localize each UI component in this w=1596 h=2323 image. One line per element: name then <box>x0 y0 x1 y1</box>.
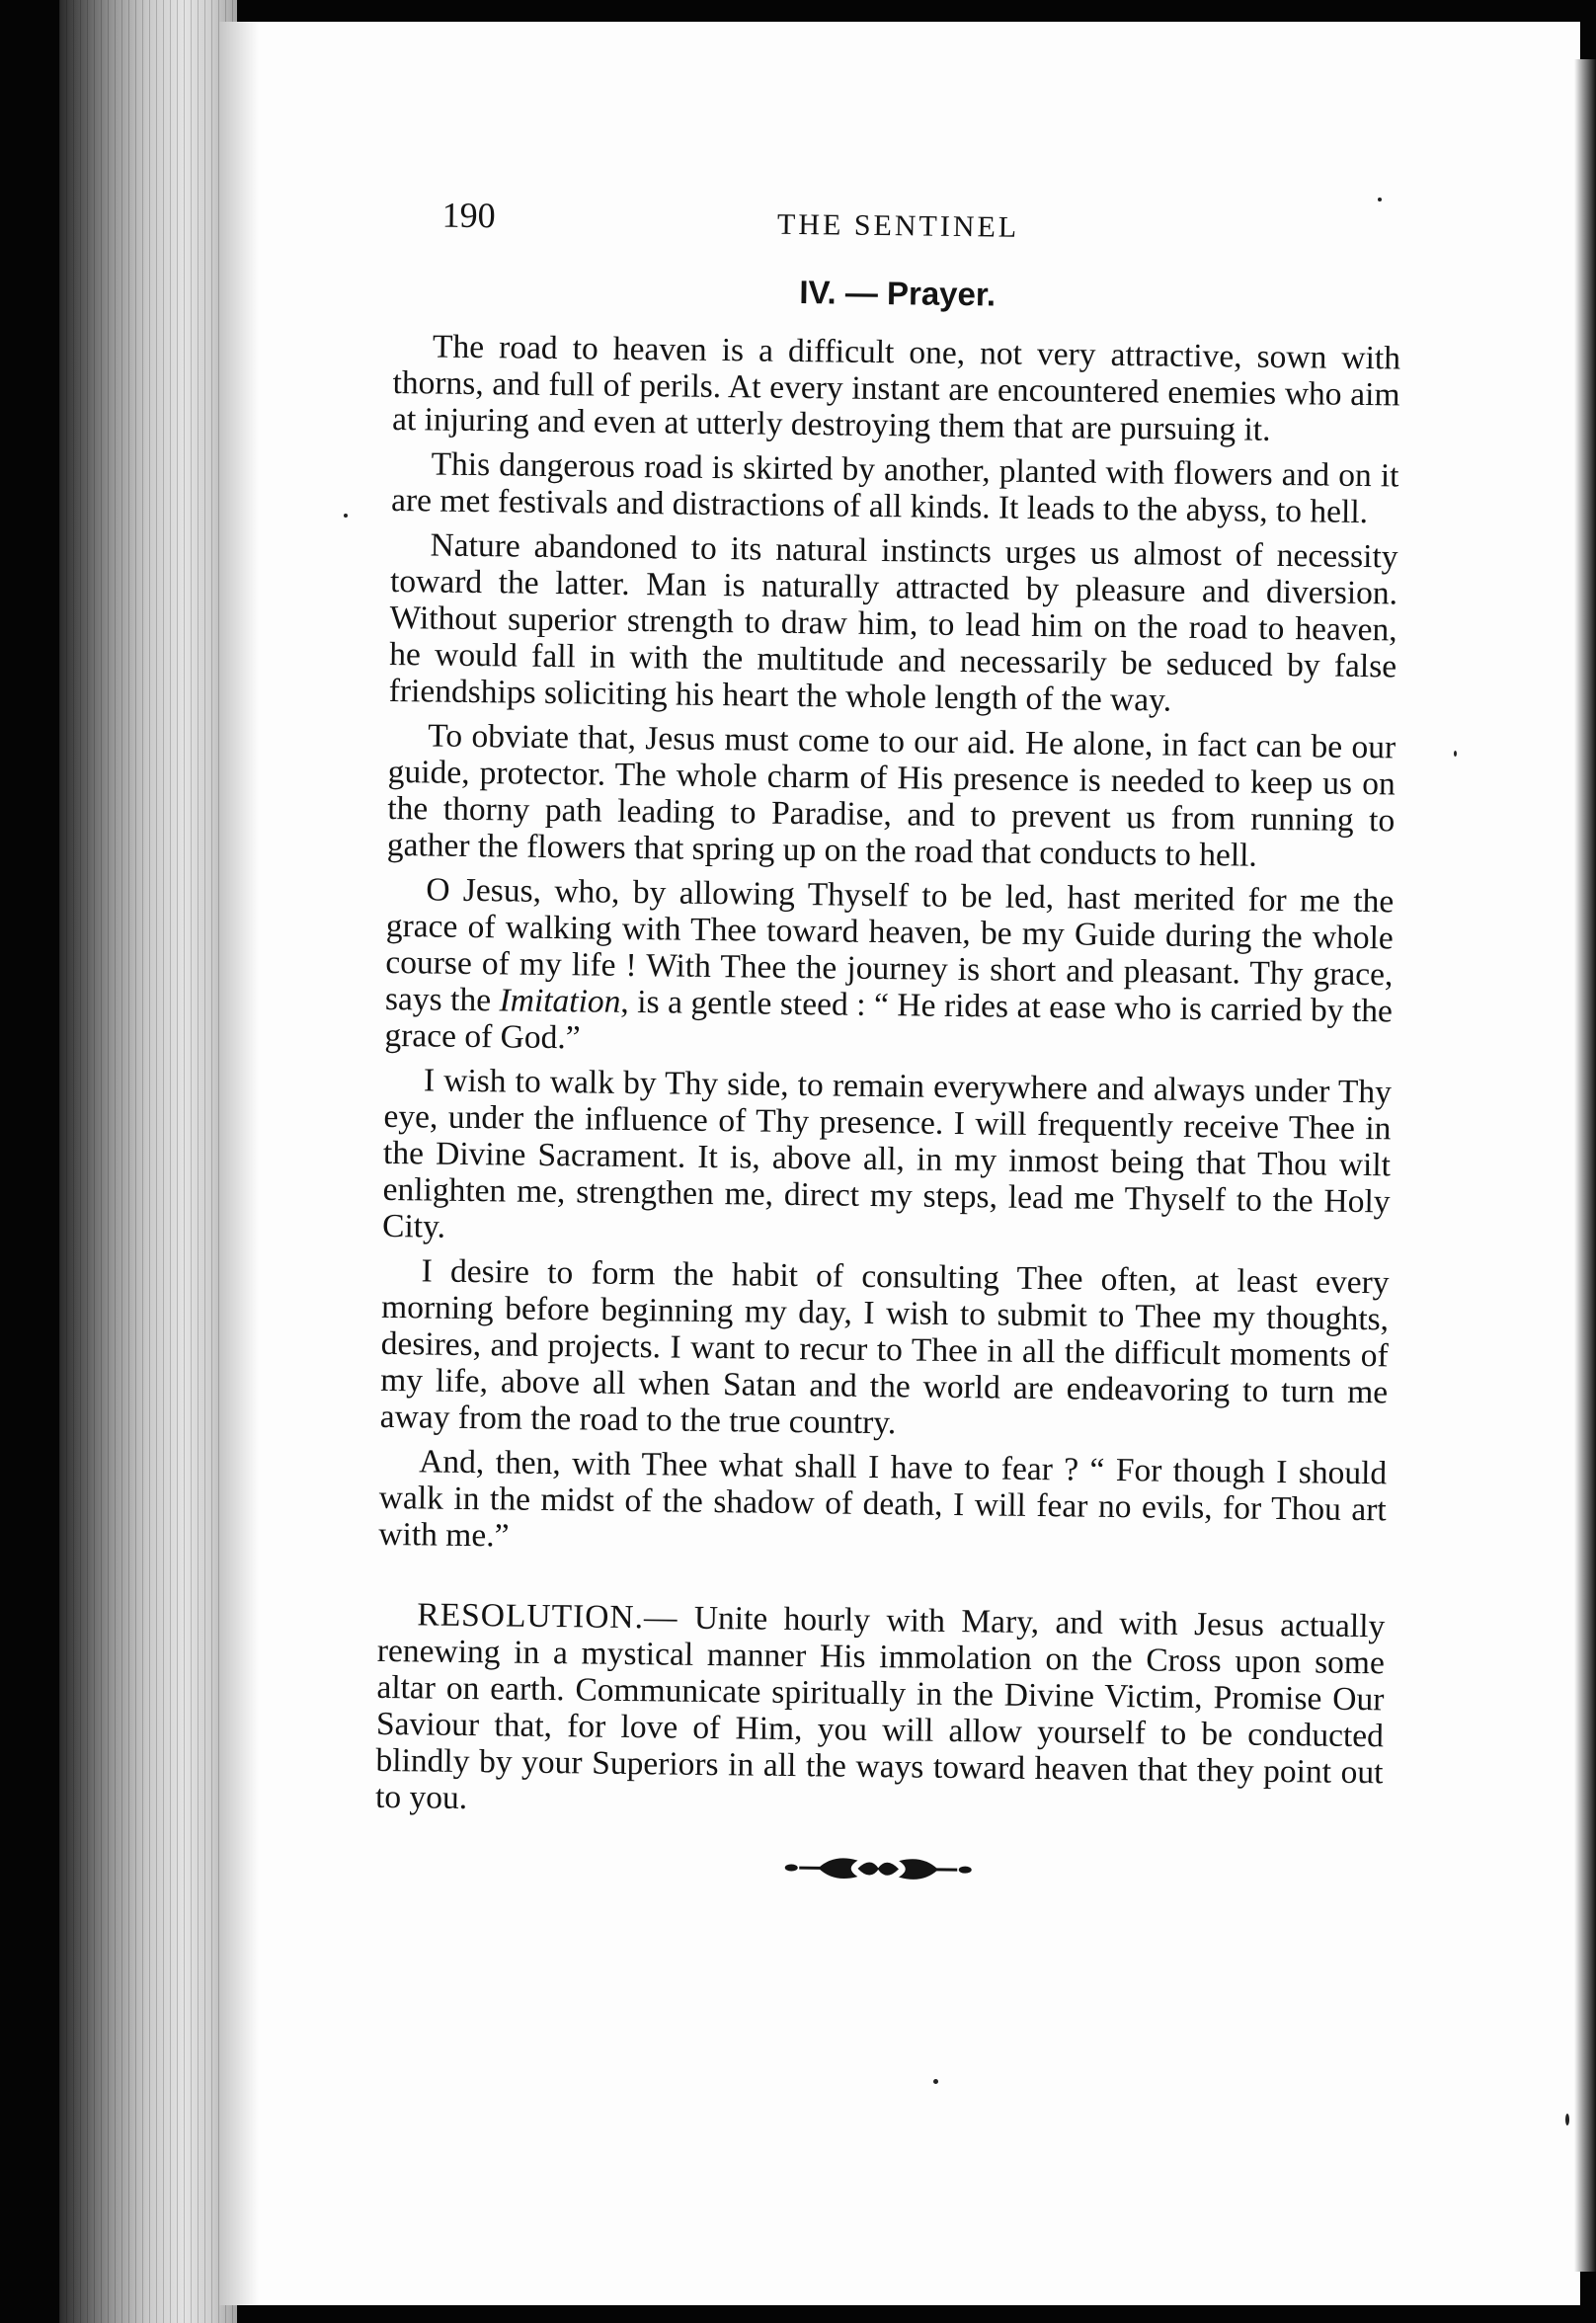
gutter-shadow <box>219 22 259 2305</box>
paragraph-jesus <box>384 871 1394 1066</box>
paragraph: This dangerous road is skirted by another, planted with flowers and on it are met festivals and distractions of all kinds. It leads to the abyss, to hell. <box>390 445 1399 531</box>
page-edge-lines <box>59 0 237 2323</box>
resolution-paragraph <box>375 1596 1386 1827</box>
paragraph: Nature abandoned to its natural instincts urges us almost of necessity toward the latter. Man is naturally attracted by pleasure and diversion. Without superior strength to draw him, to lead him on the road to heaven, he would fall in with the multitude and necessarily be seduced by false friendships soliciting his heart the whole length of the way. <box>388 526 1398 719</box>
paragraph: To obviate that, Jesus must come to our aid. He alone, in fact can be our guide, protector. The whole charm of His presence is needed to keep us on the thorny path leading to Paradise, and to prevent us from running to gather the flowers that spring up on the road that conducts to hell. <box>386 717 1396 874</box>
page-number: 190 <box>441 195 496 236</box>
paragraph: The road to heaven is a difficult one, not very attractive, sown with thorns, and full of perils. At every instant are encountered enemies who aim at injuring and even at utterly destroying them that are pursuing it. <box>391 328 1401 448</box>
resolution-label: RESOLUTION.— <box>417 1596 678 1637</box>
page-right-edge <box>1574 59 1596 2272</box>
dust-speck <box>344 514 348 518</box>
page-header <box>394 188 1402 288</box>
fleuron-ornament-svg <box>779 1850 977 1887</box>
paragraph: And, then, with Thee what shall I have to fear ? “ For though I should walk in the midst of the shadow of death, I will fear no evils, for Thou art with me.” <box>378 1443 1388 1555</box>
page-text <box>374 188 1402 1897</box>
paragraph-text: , is a gentle steed : “ He rides at ease who is carried by the grace of God.” <box>384 983 1394 1057</box>
paragraph: I desire to form the habit of consulting Thee often, at least every morning before beginning my day, I wish to submit to Thee my thoughts, desires, and projects. I want to recur to Thee in all the difficult moments of my life, above all when Satan and the world are endeavoring to turn me away from the road to the true country. <box>379 1252 1390 1442</box>
resolution-text: Unite hourly with Mary, and with Jesus actually renewing in a mystical manner His immolation on the Cross upon some altar on earth. Communicate spiritually in the Divine Victim, Promise Our Saviour that, for love of Him, you will allow yourself to be conducted blindly by your Superiors in all the ways toward heaven that they point out to you. <box>374 1599 1386 1817</box>
dust-speck <box>933 2079 938 2084</box>
dust-speck <box>1454 751 1457 757</box>
imitation-emphasis: Imitation <box>499 982 621 1020</box>
dust-speck <box>1565 2114 1569 2125</box>
section-heading: IV. — Prayer. <box>799 274 997 313</box>
paragraph-text: O Jesus, who, by allowing Thyself to be led, hast merited for me the grace of walking with Thee toward heaven, be my Guide during the whole course of my life ! With Thee the journey is short and pleasant. Thy grace, says the <box>384 871 1395 1019</box>
paragraph: I wish to walk by Thy side, to remain everywhere and always under Thy eye, under the influence of Thy presence. I will frequently receive Thee in the Divine Sacrament. It is, above all, in my inmost being that Thou wilt enlighten me, strengthen me, direct my steps, lead me Thyself to the Holy City. <box>381 1062 1393 1245</box>
running-title: THE SENTINEL <box>776 207 1020 244</box>
